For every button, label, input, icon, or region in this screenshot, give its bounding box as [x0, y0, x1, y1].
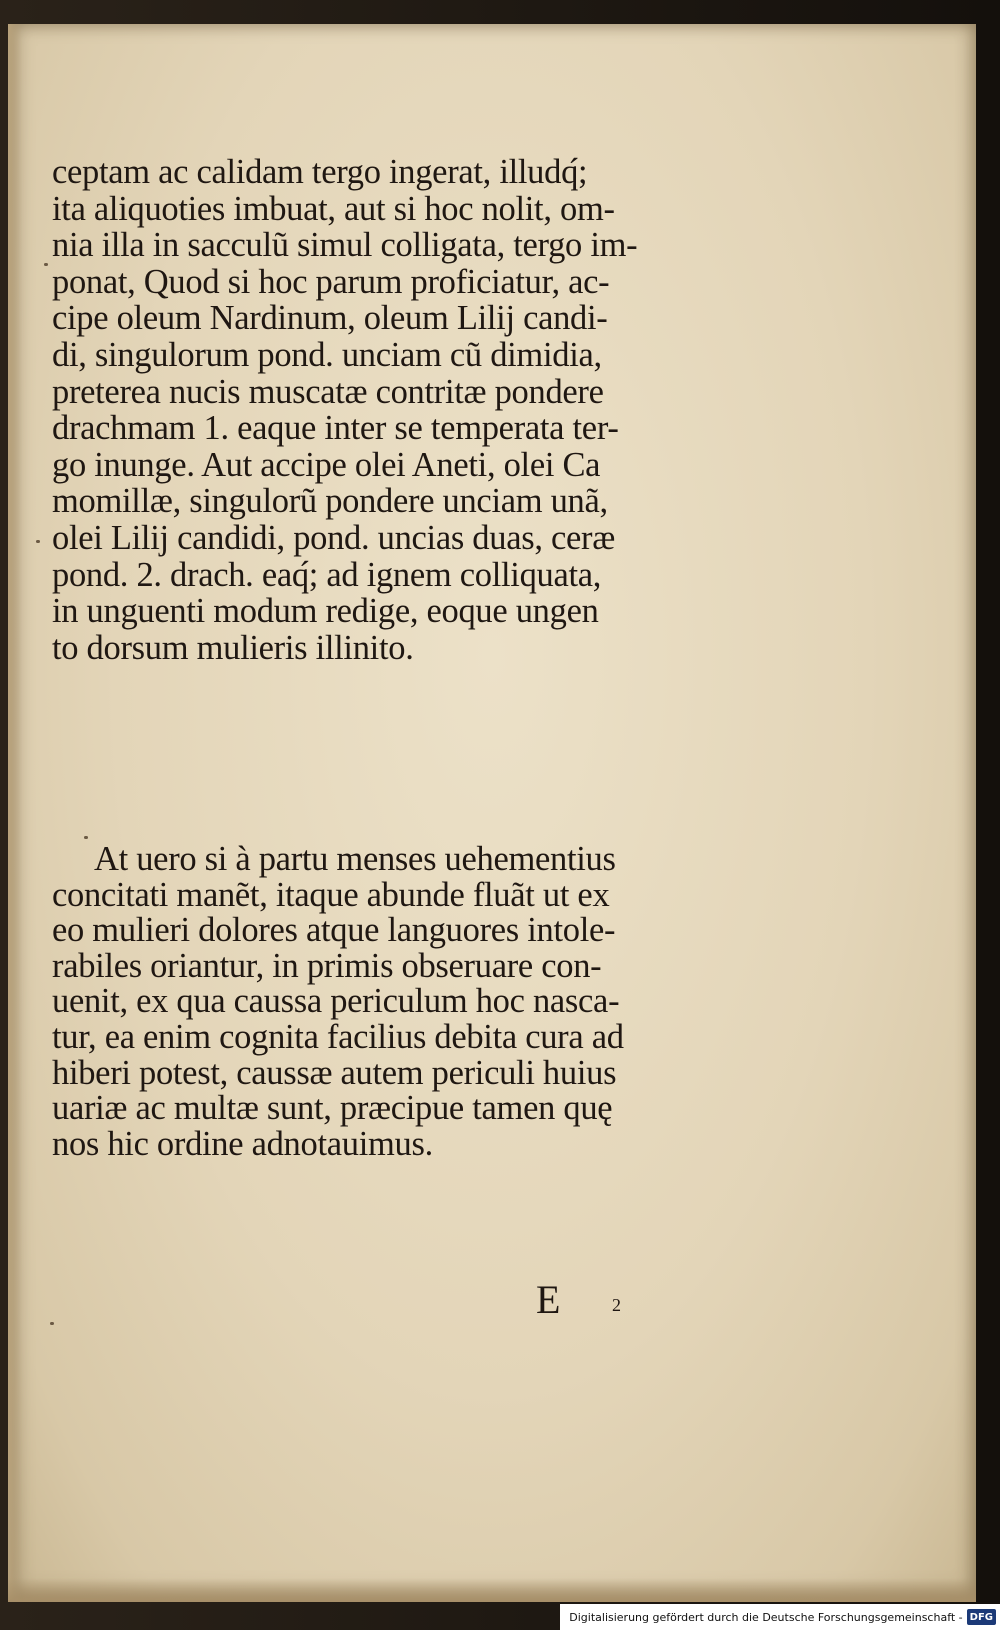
text-line: preterea nucis muscatæ contritæ pondere: [52, 372, 604, 411]
text-line: to dorsum mulieris illinito.: [52, 628, 414, 667]
text-line: momillæ, singulorũ pondere unciam unã,: [52, 482, 608, 521]
footer-bar: [560, 1604, 1000, 1630]
text-line: eo mulieri dolores atque languores intole-: [52, 911, 616, 950]
paragraph-1: [52, 154, 764, 666]
text-line: hiberi potest, caussæ autem periculi huius: [52, 1053, 617, 1092]
text-line: go inunge. Aut accipe olei Aneti, olei Ca: [52, 445, 601, 484]
page-gutter-shadow: [8, 24, 22, 1602]
signature-letter: E: [536, 1277, 561, 1322]
text-line: ceptam ac calidam tergo ingerat, illudq́;: [52, 153, 588, 191]
text-line: in unguenti modum redige, eoque ungen: [52, 592, 599, 631]
text-line: uariæ ac multæ sunt, præcipue tamen quę: [52, 1089, 613, 1128]
ink-speck: [36, 540, 40, 543]
text-line: ponat, Quod si hoc parum proficiatur, ac-: [52, 262, 610, 301]
paragraph-2: [52, 842, 764, 1162]
text-line: ita aliquoties imbuat, aut si hoc nolit, om-: [52, 189, 615, 228]
text-line: uenit, ex qua caussa periculum hoc nasca-: [52, 982, 620, 1021]
ink-speck: [84, 836, 88, 839]
page-bottom-shadow: [8, 1578, 976, 1602]
text-line: tur, ea enim cognita facilius debita cura ad: [52, 1017, 624, 1056]
text-line: rabiles oriantur, in primis obseruare con-: [52, 946, 602, 985]
ink-speck: [50, 1322, 54, 1325]
funding-credit: Digitalisierung gefördert durch die Deutsche Forschungsgemeinschaft -: [569, 1610, 963, 1624]
text-line: nos hic ordine adnotauimus.: [52, 1124, 433, 1163]
dfg-logo-icon: DFG: [967, 1609, 996, 1625]
text-line: concitati manẽt, itaque abunde fluãt ut ex: [52, 875, 610, 914]
text-line: nia illa in sacculũ simul colligata, tergo im-: [52, 226, 638, 265]
text-line: pond. 2. drach. eaq́; ad ignem colliquata,: [52, 555, 602, 594]
text-line: drachmam 1. eaque inter se temperata ter-: [52, 409, 619, 448]
ink-speck: [44, 263, 48, 266]
signature-number: 2: [612, 1295, 621, 1315]
text-line: At uero si à partu menses uehementius: [94, 840, 616, 878]
text-line: di, singulorum pond. unciam cũ dimidia,: [52, 335, 602, 374]
text-line: olei Lilij candidi, pond. uncias duas, ceræ: [52, 518, 615, 557]
text-line: cipe oleum Nardinum, oleum Lilij candi-: [52, 299, 608, 338]
